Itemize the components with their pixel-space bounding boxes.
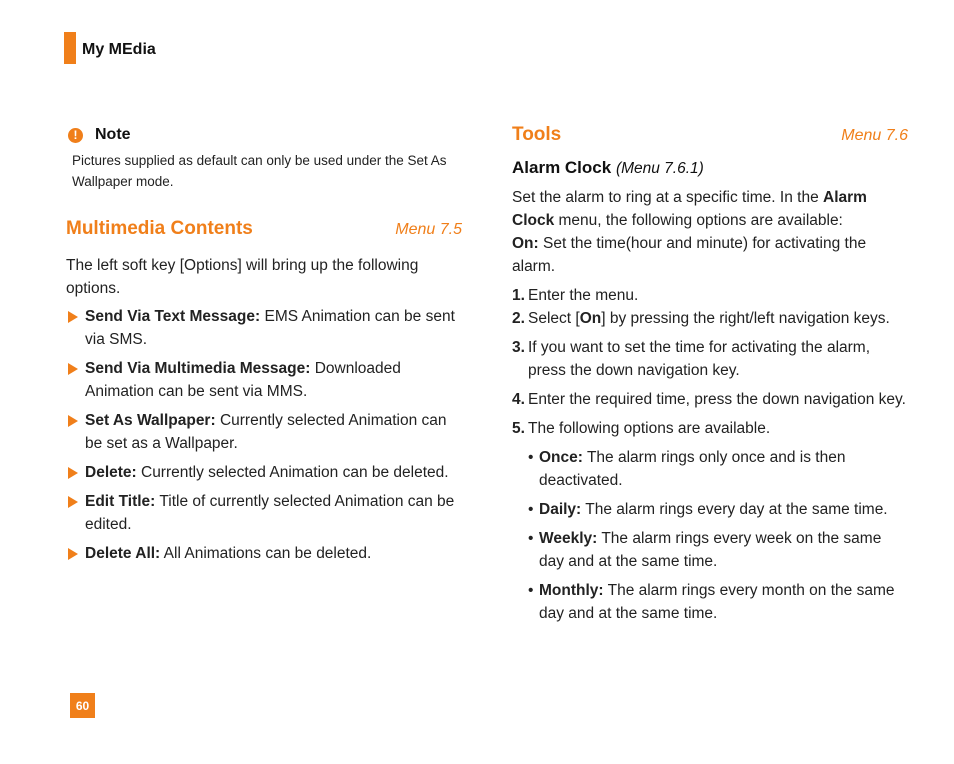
steps-list xyxy=(512,284,908,440)
right-column xyxy=(512,124,908,631)
tools-section-header xyxy=(512,124,908,146)
alarm-intro xyxy=(512,186,908,232)
triangle-bullet-icon xyxy=(68,415,78,427)
option-text: The alarm rings only once and is then deactivated. xyxy=(539,449,846,489)
step-text: Select [ xyxy=(528,310,580,327)
multimedia-options-list xyxy=(66,305,462,565)
step-number: 3. xyxy=(512,339,525,356)
option-text: The alarm rings every day at the same time. xyxy=(581,501,888,518)
triangle-bullet-icon xyxy=(68,496,78,508)
item-text: Currently selected Animation can be set as a Wallpaper. xyxy=(85,412,447,452)
step-item xyxy=(512,307,908,330)
on-text: Set the time(hour and minute) for activating the alarm. xyxy=(512,235,867,275)
bullet-icon: • xyxy=(528,582,534,599)
step-number: 5. xyxy=(512,420,525,437)
subsection-title: Alarm Clock xyxy=(512,158,612,177)
intro-bold: Alarm Clock xyxy=(512,189,867,229)
list-item xyxy=(528,446,908,492)
intro-text-2: menu, the following options are available: xyxy=(554,212,843,229)
item-text: All Animations can be deleted. xyxy=(160,545,372,562)
item-label: Send Via Multimedia Message: xyxy=(85,360,311,377)
note-text: Pictures supplied as default can only be used under the Set As Wallpaper mode. xyxy=(72,153,447,189)
item-label: Delete All: xyxy=(85,545,161,562)
option-text: The alarm rings every month on the same day and at the same time. xyxy=(539,582,895,622)
triangle-bullet-icon xyxy=(68,363,78,375)
step-text: Enter the required time, press the down navigation key. xyxy=(528,391,906,408)
item-text: Downloaded Animation can be sent via MMS. xyxy=(85,360,401,400)
item-label: Edit Title: xyxy=(85,493,156,510)
step-number: 1. xyxy=(512,287,525,304)
list-item xyxy=(66,490,462,536)
option-label: Weekly: xyxy=(539,530,598,547)
list-item xyxy=(66,409,462,455)
step-text-2: ] by pressing the right/left navigation keys. xyxy=(601,310,890,327)
multimedia-intro: The left soft key [Options] will bring up the following options. xyxy=(66,257,419,297)
step-item xyxy=(512,417,908,440)
step-text: Enter the menu. xyxy=(528,287,639,304)
triangle-bullet-icon xyxy=(68,467,78,479)
on-description xyxy=(512,232,908,278)
triangle-bullet-icon xyxy=(68,548,78,560)
item-text: Title of currently selected Animation can be edited. xyxy=(85,493,455,533)
note-title: Note xyxy=(95,126,131,143)
section-menu-ref: Menu 7.5 xyxy=(395,221,462,238)
intro-text: Set the alarm to ring at a specific time. In the xyxy=(512,189,824,206)
subsection-menu-ref: (Menu 7.6.1) xyxy=(615,160,704,177)
item-text: Currently selected Animation can be deleted. xyxy=(136,464,449,481)
on-label: On: xyxy=(512,235,539,252)
bullet-icon: • xyxy=(528,449,534,466)
step-number: 4. xyxy=(512,391,525,408)
header-accent-bar xyxy=(64,32,76,64)
item-label: Set As Wallpaper: xyxy=(85,412,216,429)
page-header-title: My MEdia xyxy=(82,41,156,58)
page-number: 60 xyxy=(70,693,95,718)
option-label: Once: xyxy=(539,449,583,466)
list-item xyxy=(528,498,908,521)
exclamation-icon: ! xyxy=(68,128,83,143)
list-item xyxy=(66,542,462,565)
step-text: The following options are available. xyxy=(528,420,771,437)
item-label: Send Via Text Message: xyxy=(85,308,261,325)
list-item xyxy=(528,527,908,573)
step-item xyxy=(512,388,908,411)
section-title: Multimedia Contents xyxy=(66,218,253,239)
list-item xyxy=(528,579,908,625)
triangle-bullet-icon xyxy=(68,311,78,323)
list-item xyxy=(66,461,462,484)
alarm-options-list xyxy=(528,446,908,625)
step-bold: On xyxy=(579,310,602,327)
item-label: Delete: xyxy=(85,464,137,481)
left-column xyxy=(66,126,462,571)
step-item xyxy=(512,336,908,382)
step-item xyxy=(512,284,908,307)
bullet-icon: • xyxy=(528,501,534,518)
list-item xyxy=(66,357,462,403)
step-number: 2. xyxy=(512,310,525,327)
alarm-clock-heading xyxy=(512,158,908,178)
section-title: Tools xyxy=(512,124,562,145)
step-text: If you want to set the time for activating the alarm, press the down navigation key. xyxy=(528,339,871,379)
option-label: Monthly: xyxy=(539,582,604,599)
multimedia-section-header xyxy=(66,218,462,240)
note-heading xyxy=(66,126,462,144)
item-text: EMS Animation can be sent via SMS. xyxy=(85,308,455,348)
option-label: Daily: xyxy=(539,501,582,518)
bullet-icon: • xyxy=(528,530,534,547)
section-menu-ref: Menu 7.6 xyxy=(841,127,908,144)
option-text: The alarm rings every week on the same day and at the same time. xyxy=(539,530,882,570)
list-item xyxy=(66,305,462,351)
